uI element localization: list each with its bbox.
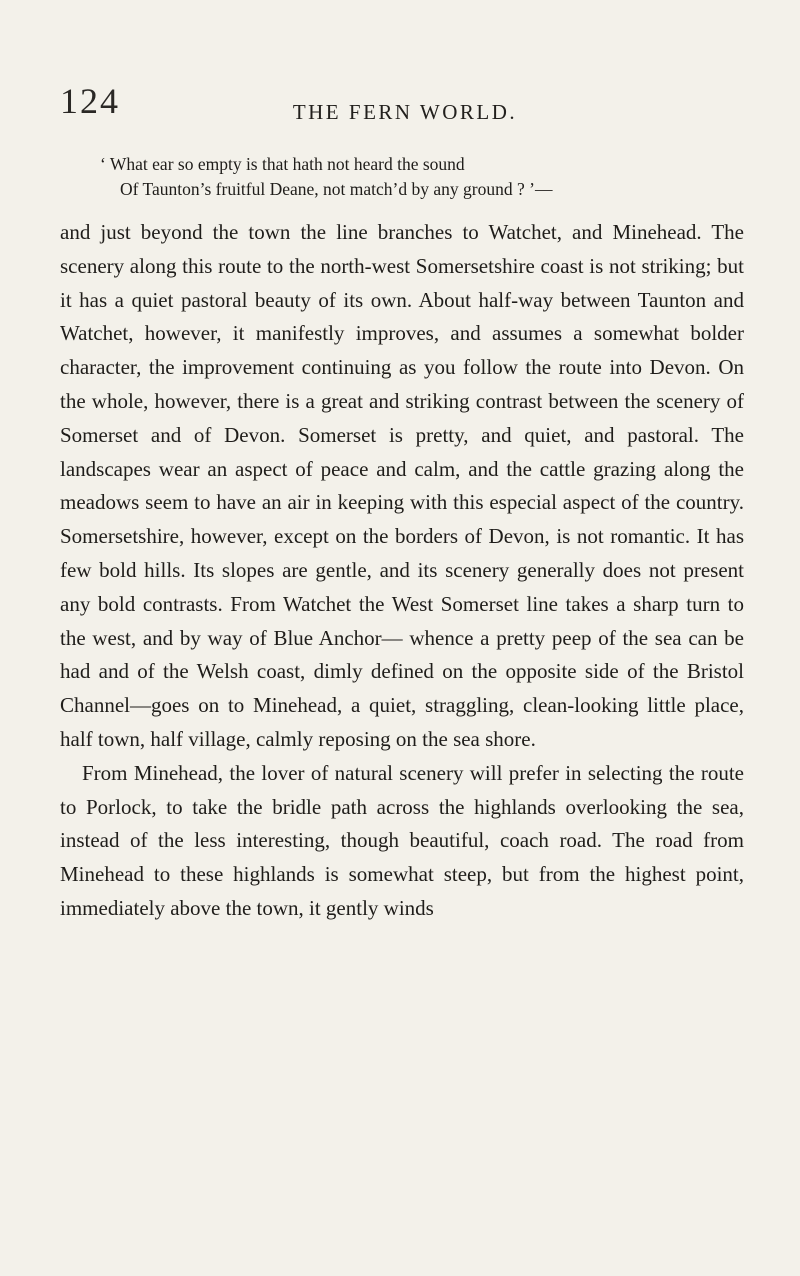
verse-quotation [100, 152, 760, 202]
body-text [60, 216, 744, 926]
running-head [60, 81, 750, 126]
paragraph-2: From Minehead, the lover of natural scenery will prefer in selecting the route to Porlock, to take the bridle path across the highlands overlooking the sea, instead of the less interesting, though beautiful, coach road. The road from Minehead to these highlands is somewhat steep, but from the highest point, immediately above the town, it gently winds [60, 760, 744, 920]
quote-line-1: ‘ What ear so empty is that hath not heard the sound [100, 154, 465, 174]
running-title: THE FERN WORLD. [292, 100, 518, 124]
quote-line-2: Of Taunton’s fruitful Deane, not match’d by any ground ? ’— [120, 179, 553, 199]
page-number: 124 [60, 81, 120, 121]
paragraph-1: and just beyond the town the line branches to Watchet, and Minehead. The scenery along this route to the north-west Somersetshire coast is not striking; but it has a quiet pastoral beauty of its own. About half-way between Taunton and Watchet, however, it manifestly improves, and assumes a somewhat bolder character, the improvement continuing as you follow the route into Devon. On the whole, however, there is a great and striking contrast between the scenery of Somerset and of Devon. Somerset is pretty, and quiet, and pastoral. The landscapes wear an aspect of peace and calm, and the cattle grazing along the meadows seem to have an air in keeping with this especial aspect of the country. Somersetshire, however, except on the borders of Devon, is not romantic. It has few bold hills. Its slopes are gentle, and its scenery generally does not present any bold contrasts. From Watchet the West Somerset line takes a sharp turn to the west, and by way of Blue Anchor— whence a pretty peep of the sea can be had and of the Welsh coast, dimly defined on the opposite side of the Bristol Channel—goes on to Minehead, a quiet, straggling, clean-looking little place, half town, half village, calmly reposing on the sea shore. [60, 220, 744, 751]
